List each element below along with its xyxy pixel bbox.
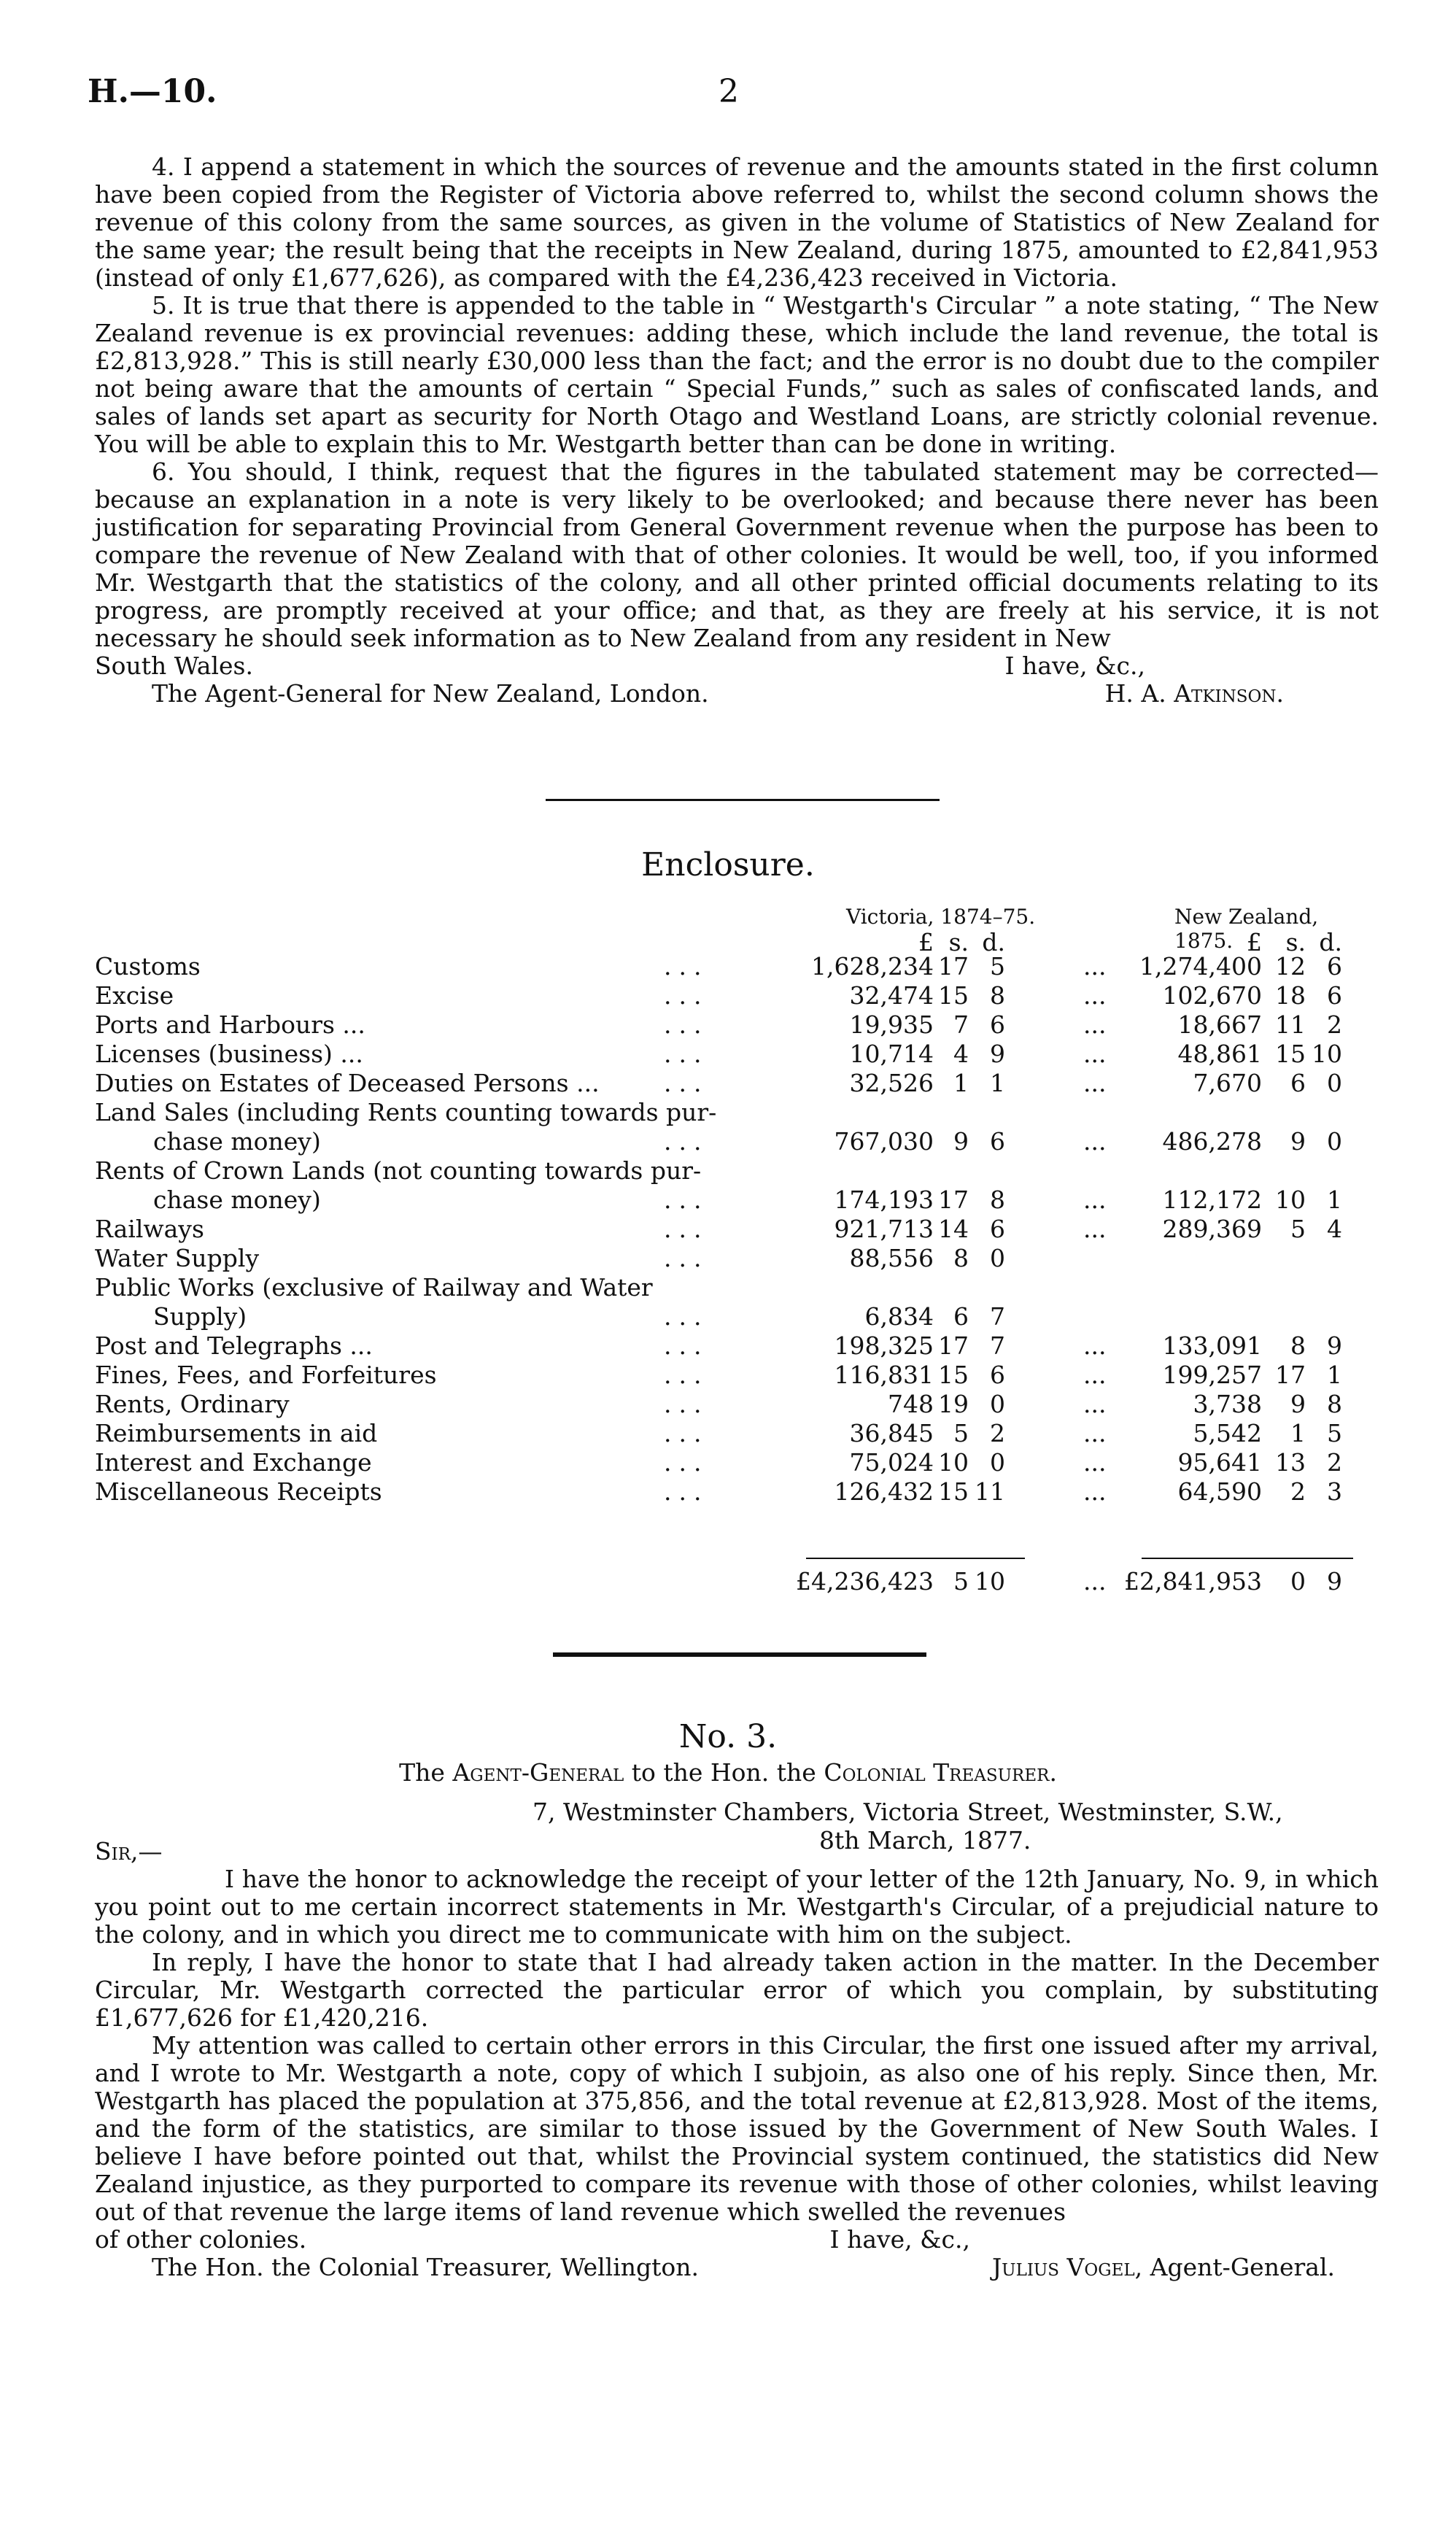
victoria-pounds: 32,474 [849,981,934,1010]
nz-shillings: 17 [1275,1361,1306,1389]
row-separator: ... [1083,1040,1107,1068]
victoria-pence: 0 [990,1390,1005,1418]
victoria-shillings: 17 [938,1331,969,1360]
victoria-pence: 6 [990,1215,1005,1243]
nz-pence: 6 [1327,952,1342,981]
row-label: Interest and Exchange [95,1448,372,1477]
nz-pounds: 7,670 [1193,1069,1262,1097]
row-separator: ... [1083,1361,1107,1389]
total-v-shillings: 5 [953,1567,969,1596]
sender-address: 7, Westminster Chambers, Victoria Street, Westminster, S.W., [533,1798,1283,1826]
nz-shillings: 13 [1275,1448,1306,1477]
victoria-shillings: 19 [938,1390,969,1418]
victoria-pence: 0 [990,1244,1005,1272]
nz-pence: 1 [1327,1186,1342,1214]
row-label: Duties on Estates of Deceased Persons ... [95,1069,600,1097]
row-separator: ... [1083,1069,1107,1097]
nz-pence: 2 [1327,1010,1342,1039]
row-separator: ... [1083,1477,1107,1506]
row-separator: ... [1083,1419,1107,1447]
victoria-shillings: 10 [938,1448,969,1477]
table-row [95,1390,1379,1419]
table-row [95,1010,1379,1040]
victoria-pounds: 767,030 [834,1127,934,1156]
subtitle-prefix: The [399,1758,445,1787]
victoria-shillings: 15 [938,981,969,1010]
victoria-pounds: 19,935 [849,1010,934,1039]
victoria-pounds: 10,714 [849,1040,934,1068]
paragraph-4: 4. I append a statement in which the sources of revenue and the amounts stated in the first column have been copied from the Register of Victoria above referred to, whilst the second column shows the revenue of this colony from the same sources, as given in the volume of Statistics of New Zealand for the same year; the result being that the receipts in New Zealand, during 1875, amounted to £2,841,953 (instead of only £1,677,626), as compared with the £4,236,423 received in Victoria. [95,152,1379,292]
victoria-pounds: 6,834 [864,1302,934,1331]
victoria-pence: 11 [975,1477,1005,1506]
nz-shillings: 12 [1275,952,1306,981]
salutation: Sir,— [95,1837,163,1865]
total-nz-shillings: 0 [1290,1567,1306,1596]
nz-shillings: 2 [1290,1477,1306,1506]
victoria-pounds: 88,556 [849,1244,934,1272]
row-separator: ... [1083,1390,1107,1418]
nz-pounds: 199,257 [1162,1361,1262,1389]
victoria-pence: 6 [990,1127,1005,1156]
signature-name: Julius Vogel, [991,2253,1143,2281]
row-label-continued: Supply) [153,1302,247,1331]
victoria-shillings: 6 [953,1302,969,1331]
table-row [95,1215,1379,1244]
table-row [95,1419,1379,1448]
nz-pence: 4 [1327,1215,1342,1243]
table-row [95,1040,1379,1069]
nz-pence: 10 [1312,1040,1342,1068]
nz-pence: 0 [1327,1069,1342,1097]
row-separator: ... [1083,1215,1107,1243]
row-leader-dots: ... [664,1390,709,1418]
victoria-shillings: 15 [938,1361,969,1389]
victoria-shillings: 17 [938,1186,969,1214]
subtitle-middle: to the Hon. the [631,1758,816,1787]
victoria-pence: 9 [990,1040,1005,1068]
victoria-shillings: 15 [938,1477,969,1506]
victoria-pounds: 1,628,234 [811,952,934,981]
subtitle-from: Agent-General [452,1758,624,1787]
table-row [95,1448,1379,1477]
victoria-shillings: 4 [953,1040,969,1068]
table-row [95,1361,1379,1390]
nz-shillings: 15 [1275,1040,1306,1068]
letter2-closing-left: of other colonies. [95,2225,307,2254]
letter-number: No. 3. [678,1718,778,1755]
row-leader-dots: ... [664,1040,709,1068]
row-separator: ... [1083,1186,1107,1214]
row-label: Ports and Harbours ... [95,1010,365,1039]
total-leader: ... [1083,1567,1107,1596]
nz-pence: 3 [1327,1477,1342,1506]
row-label: Miscellaneous Receipts [95,1477,382,1506]
row-label: Rents, Ordinary [95,1390,290,1418]
row-leader-dots: ... [664,1186,709,1214]
nz-pounds: 95,641 [1177,1448,1262,1477]
row-separator: ... [1083,981,1107,1010]
letter2-addressee-line [95,2254,1379,2281]
nz-pence: 5 [1327,1419,1342,1447]
addressee-line [95,680,1379,708]
nz-pence: 0 [1327,1127,1342,1156]
nz-pence: 6 [1327,981,1342,1010]
paragraph-6: 6. You should, I think, request that the figures in the tabulated statement may be corrected—because an explanation in a note is very likely to be overlooked; and because there never has been justification for separating Provincial from General Government revenue when the purpose has been to compare the revenue of New Zealand with that of other colonies. It would be well, too, if you informed Mr. Westgarth that the statistics of the colony, and all other printed official documents relating to its progress, are promptly received at your office; and that, as they are freely at his service, it is not necessary he should seek information as to New Zealand from any resident in New [95,457,1379,652]
nz-pounds: 133,091 [1162,1331,1262,1360]
total-nz-pence: 9 [1327,1567,1342,1596]
table-row [95,1273,1379,1331]
total-rule-victoria [806,1558,1025,1559]
victoria-pounds: 75,024 [849,1448,934,1477]
nz-shillings: 8 [1290,1331,1306,1360]
nz-pounds: 1,274,400 [1139,952,1262,981]
victoria-pounds: 748 [888,1390,934,1418]
table-row [95,1244,1379,1273]
enclosure-title: Enclosure. [641,846,815,883]
nz-pounds: 486,278 [1162,1127,1262,1156]
letter2-paragraph-2: In reply, I have the honor to state that I had already taken action in the matter. In the December Circular, Mr. Westgarth corrected the particular error of which you complain, by substituting £1,677,626 for £1,420,216. [95,1948,1379,2032]
section-divider [546,799,940,801]
row-leader-dots: ... [664,1302,709,1331]
row-label: Water Supply [95,1244,260,1272]
new-zealand-column-header: New Zealand, 1875. [1174,905,1319,953]
closing-right: I have, &c., [1004,651,1145,680]
victoria-pence: 6 [990,1010,1005,1039]
nz-shillings: 5 [1290,1215,1306,1243]
victoria-pence: 7 [990,1331,1005,1360]
victoria-shillings: 14 [938,1215,969,1243]
victoria-shillings: 17 [938,952,969,981]
victoria-shillings: 5 [953,1419,969,1447]
nz-pounds: 102,670 [1162,981,1262,1010]
nz-pence: 8 [1327,1390,1342,1418]
victoria-pounds: 126,432 [834,1477,934,1506]
row-label: Fines, Fees, and Forfeitures [95,1361,437,1389]
nz-shillings-unit: s. [1285,928,1306,956]
closing-line [95,652,1379,680]
row-leader-dots: ... [664,1010,709,1039]
row-leader-dots: ... [664,1361,709,1389]
victoria-pence: 8 [990,981,1005,1010]
nz-pounds: 64,590 [1177,1477,1262,1506]
table-row [95,981,1379,1010]
table-row [95,1477,1379,1507]
victoria-pence: 5 [990,952,1005,981]
total-nz-pounds: £2,841,953 [1124,1567,1262,1596]
row-label: Public Works (exclusive of Railway and Water [95,1273,653,1302]
nz-shillings: 10 [1275,1186,1306,1214]
row-label: Customs [95,952,201,981]
victoria-pounds: 198,325 [834,1331,934,1360]
nz-shillings: 11 [1275,1010,1306,1039]
nz-shillings: 18 [1275,981,1306,1010]
victoria-column-header: Victoria, 1874–75. [846,905,1036,929]
row-label: Reimbursements in aid [95,1419,378,1447]
section-divider-2 [553,1652,926,1657]
nz-shillings: 6 [1290,1069,1306,1097]
victoria-pounds: 921,713 [834,1215,934,1243]
total-v-pounds: £4,236,423 [796,1567,934,1596]
row-separator: ... [1083,1331,1107,1360]
table-row [95,952,1379,981]
row-leader-dots: ... [664,1448,709,1477]
nz-pence: 9 [1327,1331,1342,1360]
nz-shillings: 1 [1290,1419,1306,1447]
row-leader-dots: ... [664,1127,709,1156]
row-separator: ... [1083,1010,1107,1039]
victoria-pounds: 32,526 [849,1069,934,1097]
victoria-pounds: 116,831 [834,1361,934,1389]
nz-pence: 2 [1327,1448,1342,1477]
row-separator: ... [1083,952,1107,981]
table-row [95,1331,1379,1361]
table-row [95,1156,1379,1214]
row-label: Excise [95,981,174,1010]
nz-pounds-unit: £ [1247,928,1262,956]
series-number: H.—10. [88,73,217,110]
nz-shillings: 9 [1290,1127,1306,1156]
nz-pounds: 18,667 [1177,1010,1262,1039]
victoria-shillings: 8 [953,1244,969,1272]
letter2-signature [992,2254,1335,2281]
row-label-continued: chase money) [153,1186,321,1214]
letter2-closing-right: I have, &c., [829,2225,970,2254]
nz-shillings: 9 [1290,1390,1306,1418]
letter2-paragraph-1: I have the honor to acknowledge the receipt of your letter of the 12th January, No. 9, in which you point out to me certain incorrect statements in Mr. Westgarth's Circular, of a prejudicial nature to the colony, and in which you direct me to communicate with him on the subject. [95,1865,1379,1949]
row-leader-dots: ... [664,1331,709,1360]
victoria-pounds: 36,845 [849,1419,934,1447]
row-leader-dots: ... [664,1477,709,1506]
nz-pounds: 112,172 [1162,1186,1262,1214]
row-label: Railways [95,1215,204,1243]
letter-date: 8th March, 1877. [819,1826,1031,1855]
victoria-pounds: 174,193 [834,1186,934,1214]
victoria-shillings: 1 [953,1069,969,1097]
letter-subtitle [0,1758,1456,1787]
nz-pence-unit: d. [1319,928,1342,956]
victoria-pence: 7 [990,1302,1005,1331]
signature: H. A. Atkinson. [1104,679,1284,708]
nz-pounds: 3,738 [1193,1390,1262,1418]
row-leader-dots: ... [664,1419,709,1447]
nz-pence: 1 [1327,1361,1342,1389]
signature-title: Agent-General. [1150,2253,1335,2281]
letter1-body [95,153,1379,708]
closing-left: South Wales. [95,651,253,680]
row-separator: ... [1083,1127,1107,1156]
victoria-pence: 8 [990,1186,1005,1214]
nz-pounds: 289,369 [1162,1215,1262,1243]
row-leader-dots: ... [664,981,709,1010]
page-number: 2 [719,73,739,110]
row-label-continued: chase money) [153,1127,321,1156]
row-leader-dots: ... [664,1244,709,1272]
row-leader-dots: ... [664,1069,709,1097]
row-leader-dots: ... [664,952,709,981]
paragraph-5: 5. It is true that there is appended to the table in “ Westgarth's Circular ” a note stating, “ The New Zealand revenue is ex provincial revenues: adding these, which include the land revenue, the total is £2,813,928.” This is still nearly £30,000 less than the fact; and the error is no doubt due to the compiler not being aware that the amounts of certain “ Special Funds,” such as sales of confiscated lands, and sales of lands set apart as security for North Otago and Westland Loans, are strictly colonial revenue. You will be able to explain this to Mr. Westgarth better than can be done in writing. [95,291,1379,458]
victoria-pence: 6 [990,1361,1005,1389]
row-label: Rents of Crown Lands (not counting towards pur- [95,1156,702,1185]
row-label: Land Sales (including Rents counting towards pur- [95,1098,717,1126]
row-separator: ... [1083,1448,1107,1477]
row-label: Licenses (business) ... [95,1040,363,1068]
subtitle-to: Colonial Treasurer. [824,1758,1057,1787]
letter2-closing-line [95,2226,1379,2254]
table-row [95,1069,1379,1098]
letter2-paragraph-3: My attention was called to certain other errors in this Circular, the first one issued after my arrival, and I wrote to Mr. Westgarth a note, copy of which I subjoin, as also one of his reply. Since then, Mr. Westgarth has placed the population at 375,856, and the total revenue at £2,813,928. Most of the items, and the form of the statistics, are similar to those issued by the Government of New South Wales. I believe I have before pointed out that, whilst the Provincial system continued, the statistics did New Zealand injustice, as they purported to compare its revenue with those of other colonies, whilst leaving out of that revenue the large items of land revenue which swelled the revenues [95,2031,1379,2226]
victoria-pence: 1 [990,1069,1005,1097]
victoria-shillings: 7 [953,1010,969,1039]
victoria-pence: 2 [990,1419,1005,1447]
v-pence-unit: d. [982,928,1005,956]
victoria-shillings: 9 [953,1127,969,1156]
table-row [95,1098,1379,1156]
addressee: The Agent-General for New Zealand, London. [152,679,709,708]
letter2-addressee: The Hon. the Colonial Treasurer, Wellington. [152,2253,700,2281]
row-label: Post and Telegraphs ... [95,1331,373,1360]
letter2-body [95,1865,1379,2281]
v-shillings-unit: s. [948,928,969,956]
row-leader-dots: ... [664,1215,709,1243]
v-pounds-unit: £ [918,928,934,956]
total-rule-nz [1142,1558,1353,1559]
nz-pounds: 48,861 [1177,1040,1262,1068]
total-v-pence: 10 [975,1567,1005,1596]
victoria-pence: 0 [990,1448,1005,1477]
nz-pounds: 5,542 [1193,1419,1262,1447]
